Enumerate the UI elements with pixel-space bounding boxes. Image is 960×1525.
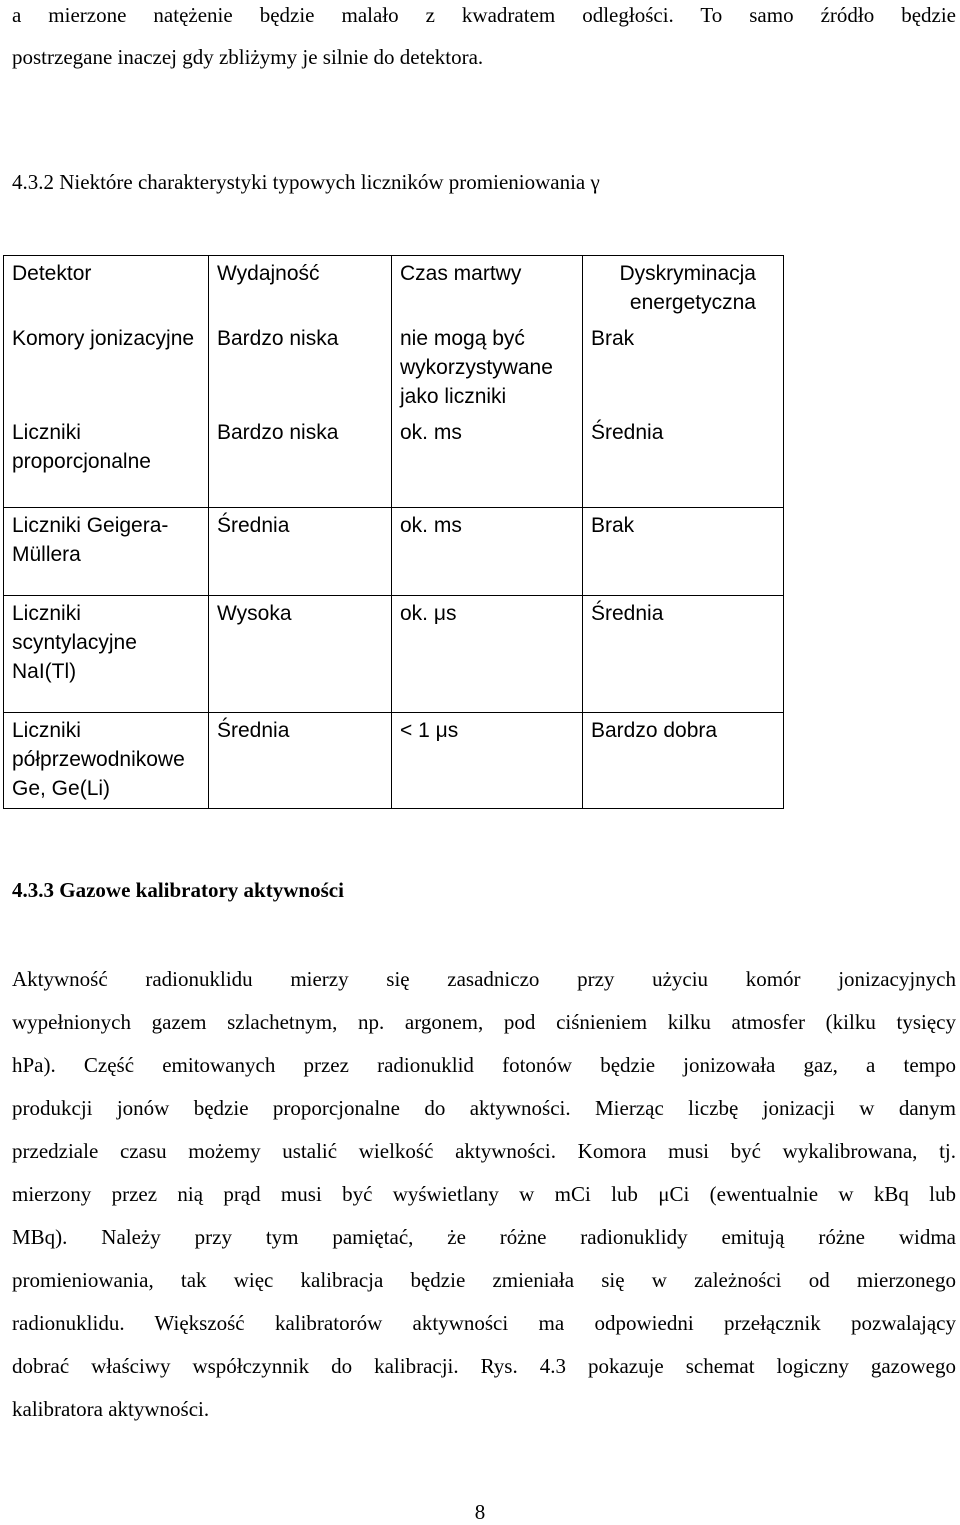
cell-detector: Komory jonizacyjne	[4, 321, 209, 415]
header-wydajnosc: Wydajność	[209, 256, 392, 322]
cell-efficiency: Średnia	[209, 713, 392, 809]
header-detektor: Detektor	[4, 256, 209, 322]
cell-detector: Liczniki półprzewodnikowe Ge, Ge(Li)	[4, 713, 209, 809]
cell-discrimination: Brak	[583, 321, 784, 415]
cell-efficiency: Bardzo niska	[209, 415, 392, 508]
cell-detector: Liczniki proporcjonalne	[4, 415, 209, 508]
cell-dead-time: nie mogą być wykorzystywane jako liczniki	[392, 321, 583, 415]
body-paragraph	[12, 958, 956, 1431]
body-line: kalibratora aktywności.	[12, 1397, 210, 1421]
body-line: mierzony przez nią prąd musi być wyświetlany w mCi lub μCi (ewentualnie w kBq lub	[12, 1182, 956, 1206]
cell-efficiency: Bardzo niska	[209, 321, 392, 415]
body-line: dobrać właściwy współczynnik do kalibracji. Rys. 4.3 pokazuje schemat logiczny gazowego	[12, 1354, 956, 1378]
intro-paragraph	[12, 0, 956, 78]
body-line: wypełnionych gazem szlachetnym, np. argonem, pod ciśnieniem kilku atmosfer (kilku tysięcy	[12, 1010, 956, 1034]
section-heading-432: 4.3.2 Niektóre charakterystyki typowych liczników promieniowania γ	[12, 170, 600, 194]
detector-table	[3, 255, 784, 809]
cell-efficiency: Średnia	[209, 508, 392, 596]
table-row	[4, 321, 784, 415]
cell-discrimination: Średnia	[583, 415, 784, 508]
cell-dead-time: ok. μs	[392, 596, 583, 713]
table-row	[4, 596, 784, 713]
cell-dead-time: ok. ms	[392, 415, 583, 508]
header-czas-martwy: Czas martwy	[392, 256, 583, 322]
cell-detector: Liczniki Geigera-Müllera	[4, 508, 209, 596]
body-line: produkcji jonów będzie proporcjonalne do aktywności. Mierząc liczbę jonizacji w danym	[12, 1096, 956, 1120]
table-row	[4, 415, 784, 508]
table-row	[4, 713, 784, 809]
cell-discrimination: Brak	[583, 508, 784, 596]
header-dyskryminacja: Dyskryminacja energetyczna	[583, 256, 784, 322]
body-line: promieniowania, tak więc kalibracja będzie zmieniała się w zależności od mierzonego	[12, 1268, 956, 1292]
cell-efficiency: Wysoka	[209, 596, 392, 713]
cell-discrimination: Średnia	[583, 596, 784, 713]
cell-dead-time: ok. ms	[392, 508, 583, 596]
table-row	[4, 508, 784, 596]
body-line: przedziale czasu możemy ustalić wielkość aktywności. Komora musi być wykalibrowana, tj.	[12, 1139, 956, 1163]
section-heading-433: 4.3.3 Gazowe kalibratory aktywności	[12, 878, 344, 902]
body-line: hPa). Część emitowanych przez radionuklid fotonów będzie jonizowała gaz, a tempo	[12, 1053, 956, 1077]
cell-detector: Liczniki scyntylacyjne NaI(Tl)	[4, 596, 209, 713]
intro-line: a mierzone natężenie będzie malało z kwadratem odległości. To samo źródło będzie	[12, 3, 956, 27]
cell-discrimination: Bardzo dobra	[583, 713, 784, 809]
page-number: 8	[474, 1500, 486, 1524]
body-line: MBq). Należy przy tym pamiętać, że różne radionuklidy emitują różne widma	[12, 1225, 956, 1249]
body-line: Aktywność radionuklidu mierzy się zasadniczo przy użyciu komór jonizacyjnych	[12, 967, 956, 991]
intro-line: postrzegane inaczej gdy zbliżymy je silnie do detektora.	[12, 45, 484, 69]
body-line: radionuklidu. Większość kalibratorów aktywności ma odpowiedni przełącznik pozwalający	[12, 1311, 956, 1335]
cell-dead-time: < 1 μs	[392, 713, 583, 809]
table-header-row	[4, 256, 784, 322]
